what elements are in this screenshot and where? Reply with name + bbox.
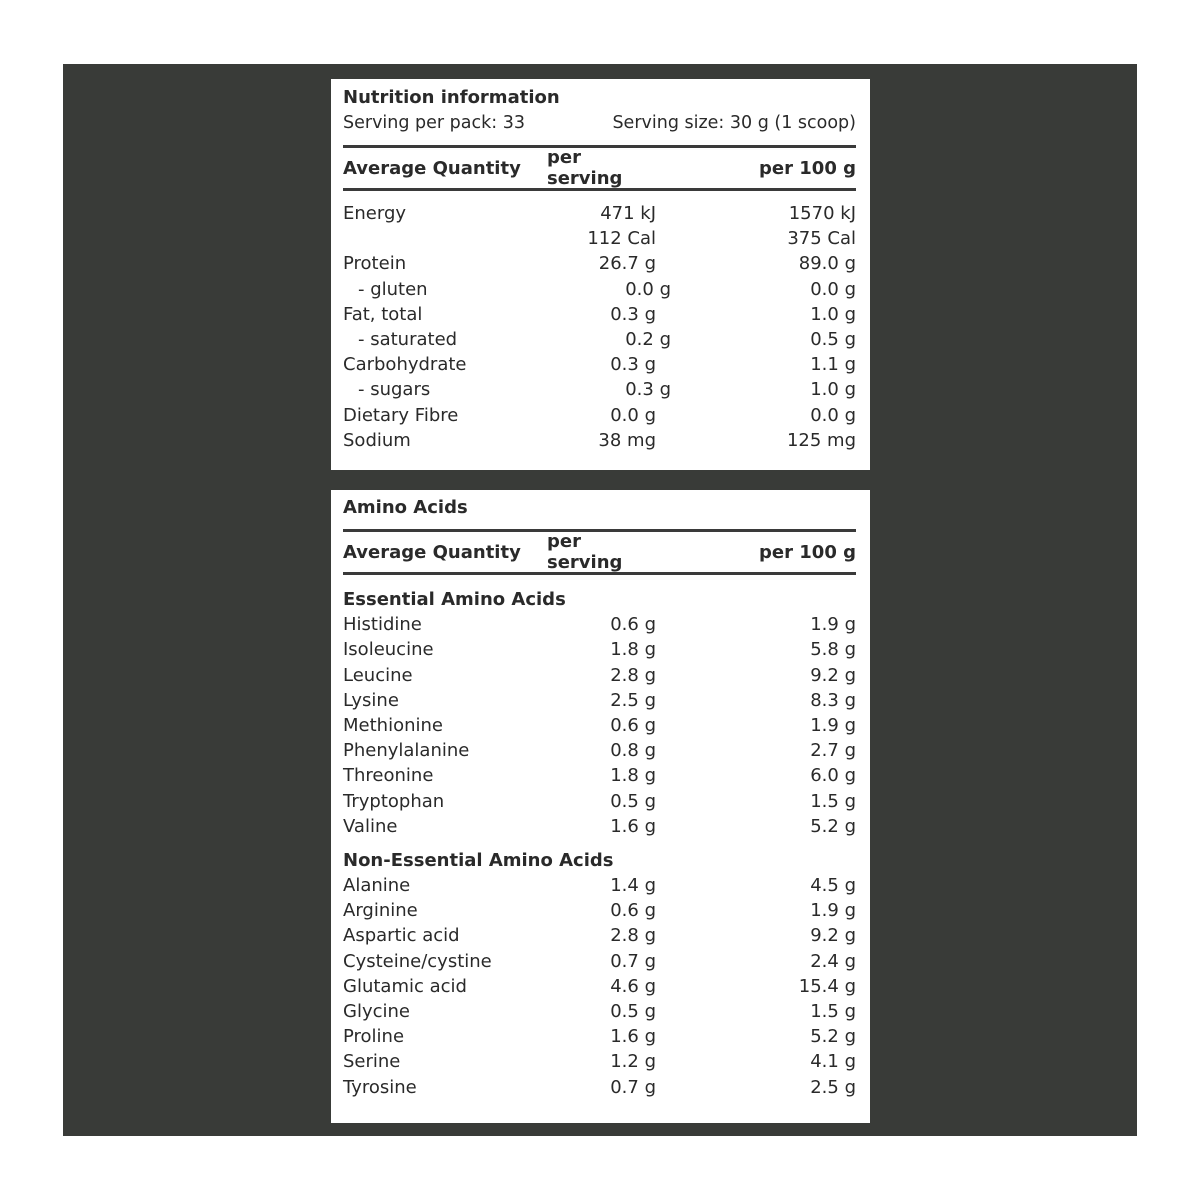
- row-per-serving: 1.2 g: [610, 1051, 656, 1073]
- row-per-serving: 0.6 g: [610, 900, 656, 922]
- header-per-100g: per 100 g: [759, 541, 856, 563]
- row-per-serving: 0.6 g: [610, 614, 656, 636]
- row-per-100g: 5.2 g: [810, 1026, 856, 1048]
- table-row: [343, 713, 856, 738]
- row-per-100g: 9.2 g: [810, 925, 856, 947]
- table-row: [343, 738, 856, 763]
- row-label: Aspartic acid: [343, 925, 460, 947]
- row-per-100g: 2.4 g: [810, 950, 856, 972]
- row-per-100g: 0.0 g: [810, 278, 856, 300]
- row-per-serving: 0.7 g: [610, 1076, 656, 1098]
- row-per-100g: 5.8 g: [810, 639, 856, 661]
- table-row: [343, 898, 856, 923]
- row-per-100g: 1.5 g: [810, 790, 856, 812]
- row-label: Leucine: [343, 664, 413, 686]
- row-label: Fat, total: [343, 303, 423, 325]
- row-label: Carbohydrate: [343, 354, 467, 376]
- row-per-serving: 0.5 g: [610, 1001, 656, 1022]
- row-label: Histidine: [343, 614, 422, 636]
- header-per-serving: per serving: [547, 531, 623, 573]
- row-per-serving: 38 mg: [598, 429, 656, 451]
- header-per-100g: per 100 g: [759, 157, 856, 179]
- header-average-quantity: Average Quantity: [343, 541, 521, 563]
- row-per-100g: 1.0 g: [810, 303, 856, 325]
- table-row: [343, 352, 856, 377]
- row-per-serving: 0.0 g: [625, 278, 671, 300]
- table-row: [343, 1075, 856, 1100]
- table-row: [343, 873, 856, 898]
- row-per-100g: 2.5 g: [810, 1076, 856, 1098]
- table-row: [343, 251, 856, 276]
- row-label: [343, 226, 543, 251]
- table-row: [343, 201, 856, 226]
- row-per-100g: 125 mg: [786, 429, 856, 451]
- row-per-serving: 0.2 g: [625, 328, 671, 350]
- table-row: [343, 1049, 856, 1074]
- essential-amino-table: [343, 612, 856, 839]
- row-per-100g: 1570 kJ: [788, 203, 856, 224]
- row-per-100g: 89.0 g: [798, 253, 856, 275]
- header-average-quantity: Average Quantity: [343, 157, 521, 179]
- row-per-100g: 15.4 g: [798, 975, 856, 997]
- table-row: [343, 428, 856, 453]
- row-per-serving: 2.8 g: [610, 664, 656, 686]
- row-per-100g: 1.9 g: [810, 614, 856, 636]
- nutrition-title: Nutrition information: [343, 87, 560, 108]
- nutrition-information-panel: [331, 79, 870, 470]
- table-row: [343, 688, 856, 713]
- table-row: [343, 277, 856, 302]
- row-label: Isoleucine: [343, 639, 434, 661]
- row-label: Threonine: [343, 765, 434, 787]
- row-label: Proline: [343, 1026, 405, 1048]
- serving-info-row: [343, 112, 856, 134]
- row-per-serving: 0.8 g: [610, 740, 656, 762]
- row-per-100g: 1.0 g: [810, 379, 856, 401]
- row-per-serving: 0.3 g: [610, 303, 656, 325]
- non-essential-amino-title: Non-Essential Amino Acids: [343, 849, 614, 871]
- row-per-serving: 0.6 g: [610, 714, 656, 736]
- amino-header-row: [343, 532, 856, 572]
- row-label: Glutamic acid: [343, 975, 467, 997]
- table-row: [343, 974, 856, 999]
- row-per-100g: 2.7 g: [810, 740, 856, 762]
- row-per-serving: 0.3 g: [625, 379, 671, 401]
- row-label: Cysteine/cystine: [343, 950, 492, 972]
- row-per-100g: 4.5 g: [810, 875, 856, 897]
- row-label: Phenylalanine: [343, 740, 470, 762]
- table-row: [343, 789, 856, 814]
- row-per-serving: 1.6 g: [610, 815, 656, 837]
- row-label: Glycine: [343, 1001, 410, 1022]
- row-per-100g: 1.1 g: [810, 354, 856, 376]
- table-row: [343, 226, 856, 251]
- table-row: [343, 923, 856, 948]
- row-per-serving: 0.5 g: [610, 790, 656, 812]
- table-row: [343, 403, 856, 428]
- row-label: - gluten: [358, 278, 428, 300]
- row-label: Dietary Fibre: [343, 404, 459, 426]
- amino-acids-panel: [331, 490, 870, 1123]
- row-label: Tyrosine: [343, 1076, 417, 1098]
- row-label: Sodium: [343, 429, 411, 451]
- row-per-100g: 5.2 g: [810, 815, 856, 837]
- row-label: - sugars: [358, 379, 431, 401]
- row-per-100g: 6.0 g: [810, 765, 856, 787]
- essential-amino-title: Essential Amino Acids: [343, 589, 566, 610]
- row-per-serving: 1.6 g: [610, 1026, 656, 1048]
- row-per-100g: 1.9 g: [810, 714, 856, 736]
- row-per-100g: 8.3 g: [810, 689, 856, 711]
- nutrition-table-body: [343, 201, 856, 453]
- table-row: [343, 377, 856, 402]
- row-per-serving: 1.8 g: [610, 765, 656, 787]
- row-per-serving: 2.8 g: [610, 925, 656, 947]
- row-per-100g: 0.0 g: [810, 404, 856, 426]
- serving-size: Serving size: 30 g (1 scoop): [612, 113, 856, 133]
- row-per-100g: 1.9 g: [810, 900, 856, 922]
- row-per-serving: 112 Cal: [587, 228, 656, 250]
- row-label: Protein: [343, 253, 407, 275]
- row-label: Valine: [343, 815, 398, 837]
- row-label: Lysine: [343, 689, 399, 711]
- table-row: [343, 327, 856, 352]
- row-label: Arginine: [343, 900, 418, 922]
- row-per-serving: 2.5 g: [610, 689, 656, 711]
- row-label: Alanine: [343, 875, 411, 897]
- row-per-100g: 1.5 g: [810, 1001, 856, 1022]
- nutrition-header-row: [343, 148, 856, 188]
- row-label: Serine: [343, 1051, 401, 1073]
- table-row: [343, 1024, 856, 1049]
- serving-per-pack: Serving per pack: 33: [343, 113, 525, 133]
- row-per-serving: 1.8 g: [610, 639, 656, 661]
- table-row: [343, 949, 856, 974]
- header-per-serving: per serving: [547, 147, 623, 189]
- row-per-100g: 0.5 g: [810, 328, 856, 350]
- row-per-serving: 1.4 g: [610, 875, 656, 897]
- row-label: Methionine: [343, 714, 443, 736]
- row-label: Tryptophan: [343, 790, 445, 812]
- row-per-serving: 4.6 g: [610, 975, 656, 997]
- row-label: - saturated: [358, 328, 458, 350]
- table-row: [343, 663, 856, 688]
- table-row: [343, 814, 856, 839]
- row-per-serving: 471 kJ: [600, 203, 656, 224]
- table-row: [343, 302, 856, 327]
- row-per-100g: 375 Cal: [787, 228, 856, 250]
- row-per-serving: 26.7 g: [598, 253, 656, 275]
- row-per-serving: 0.3 g: [610, 354, 656, 376]
- amino-title: Amino Acids: [343, 497, 468, 518]
- row-per-serving: 0.7 g: [610, 950, 656, 972]
- table-row: [343, 637, 856, 662]
- table-row: [343, 999, 856, 1024]
- row-per-100g: 4.1 g: [810, 1051, 856, 1073]
- table-row: [343, 763, 856, 788]
- row-label: Energy: [343, 203, 407, 224]
- non-essential-amino-table: [343, 873, 856, 1100]
- table-row: [343, 612, 856, 637]
- row-per-serving: 0.0 g: [610, 404, 656, 426]
- row-per-100g: 9.2 g: [810, 664, 856, 686]
